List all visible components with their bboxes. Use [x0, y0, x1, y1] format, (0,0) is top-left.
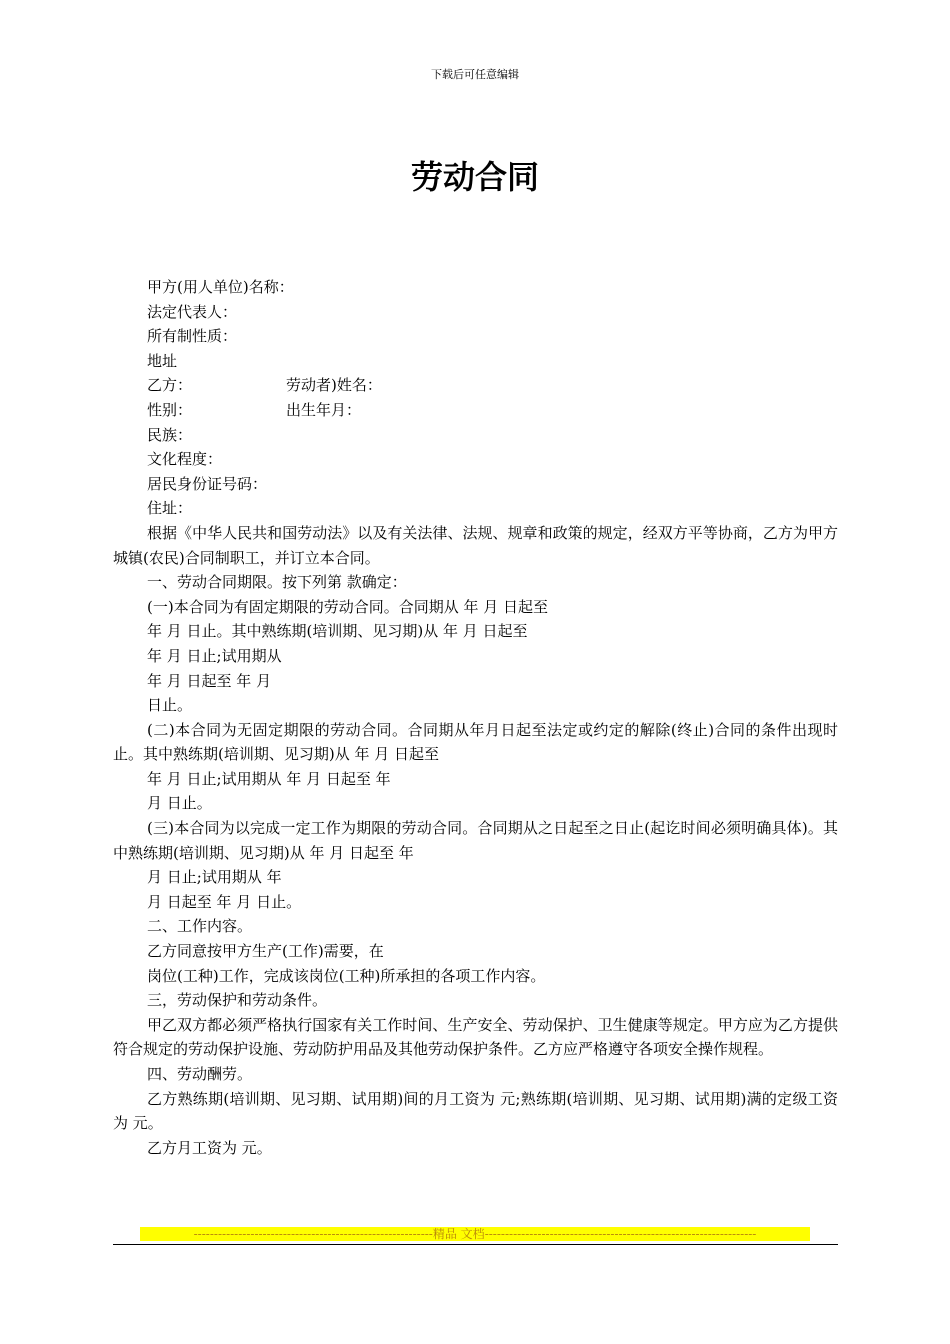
section-1-heading: 一、劳动合同期限。按下列第 款确定：	[147, 573, 407, 592]
footer-rule	[113, 1244, 838, 1245]
party-b-line	[113, 373, 838, 398]
footer-right-dashes: -------------------------------------------------------------------	[484, 1227, 757, 1241]
ownership-line: 所有制性质：	[147, 327, 238, 346]
work-content-line: 乙方同意按甲方生产(工作)需要，在	[147, 942, 384, 961]
open-term-line-3: 月 日止。	[147, 794, 212, 813]
gender-line	[113, 398, 838, 423]
gender-label: 性别：	[147, 400, 193, 419]
document-title: 劳动合同	[410, 158, 539, 196]
labor-protection-paragraph: 甲乙双方都必须严格执行国家有关工作时间、生产安全、劳动保护、卫生健康等规定。甲方应为乙方提供符合规定的劳动保护设施、劳动防护用品及其他劳动保护条件。乙方应严格遵守各项安全操作规程。	[113, 1015, 838, 1059]
fixed-term-line-4: 年 月 日起至 年 月	[147, 671, 272, 690]
section-2-heading: 二、工作内容。	[147, 917, 253, 936]
fixed-term-line-3: 年 月 日止;试用期从	[147, 646, 282, 665]
page-header: 下载后可任意编辑	[431, 68, 519, 81]
open-term-line-2: 年 月 日止;试用期从 年 月 日起至 年	[147, 769, 391, 788]
wage-paragraph: 乙方熟练期(培训期、见习期、试用期)间的月工资为 元;熟练期(培训期、见习期、试用期)满的定级工资为 元。	[113, 1089, 838, 1133]
task-term-line-3: 月 日起至 年 月 日止。	[147, 892, 302, 911]
worker-name-label: 劳动者)姓名：	[286, 376, 382, 395]
work-content-line-2: 岗位(工种)工作，完成该岗位(工种)所承担的各项工作内容。	[147, 966, 546, 985]
id-number-line: 居民身份证号码：	[147, 474, 268, 493]
document-body	[113, 275, 838, 1160]
party-b-label: 乙方：	[147, 376, 193, 395]
section-3-heading: 三，劳动保护和劳动条件。	[147, 991, 328, 1010]
fixed-term-line-5: 日止。	[147, 696, 193, 715]
section-4-heading: 四、劳动酬劳。	[147, 1065, 253, 1083]
fixed-term-line-2: 年 月 日止。其中熟练期(培训期、见习期)从 年 月 日起至	[147, 622, 528, 641]
preamble-paragraph: 根据《中华人民共和国劳动法》以及有关法律、法规、规章和政策的规定，经双方平等协商，乙方为甲方城镇(农民)合同制职工，并订立本合同。	[113, 523, 838, 567]
birth-label: 出生年月：	[286, 400, 362, 419]
legal-rep-line: 法定代表人：	[147, 302, 238, 321]
residence-line: 住址：	[147, 499, 193, 518]
footer-label: 精品 文档	[432, 1227, 485, 1241]
education-line: 文化程度：	[147, 450, 223, 469]
fixed-term-line: (一)本合同为有固定期限的劳动合同。合同期从 年 月 日起至	[147, 597, 549, 616]
employer-name-line: 甲方(用人单位)名称：	[147, 278, 294, 296]
open-term-paragraph: (二)本合同为无固定期限的劳动合同。合同期从年月日起至法定或约定的解除(终止)合同的条件出现时止。其中熟练期(培训期、见习期)从 年 月 日起至	[113, 720, 838, 764]
monthly-wage-line: 乙方月工资为 元。	[147, 1138, 272, 1157]
address-line: 地址	[147, 351, 178, 370]
footer-left-dashes: -----------------------------------------------------------	[193, 1227, 433, 1241]
footer-banner	[140, 1227, 810, 1241]
ethnicity-line: 民族：	[147, 425, 193, 444]
task-term-line-2: 月 日止;试用期从 年	[147, 868, 282, 887]
task-term-paragraph: (三)本合同为以完成一定工作为期限的劳动合同。合同期从之日起至之日止(起讫时间必须明确具体)。其中熟练期(培训期、见习期)从 年 月 日起至 年	[113, 819, 838, 862]
